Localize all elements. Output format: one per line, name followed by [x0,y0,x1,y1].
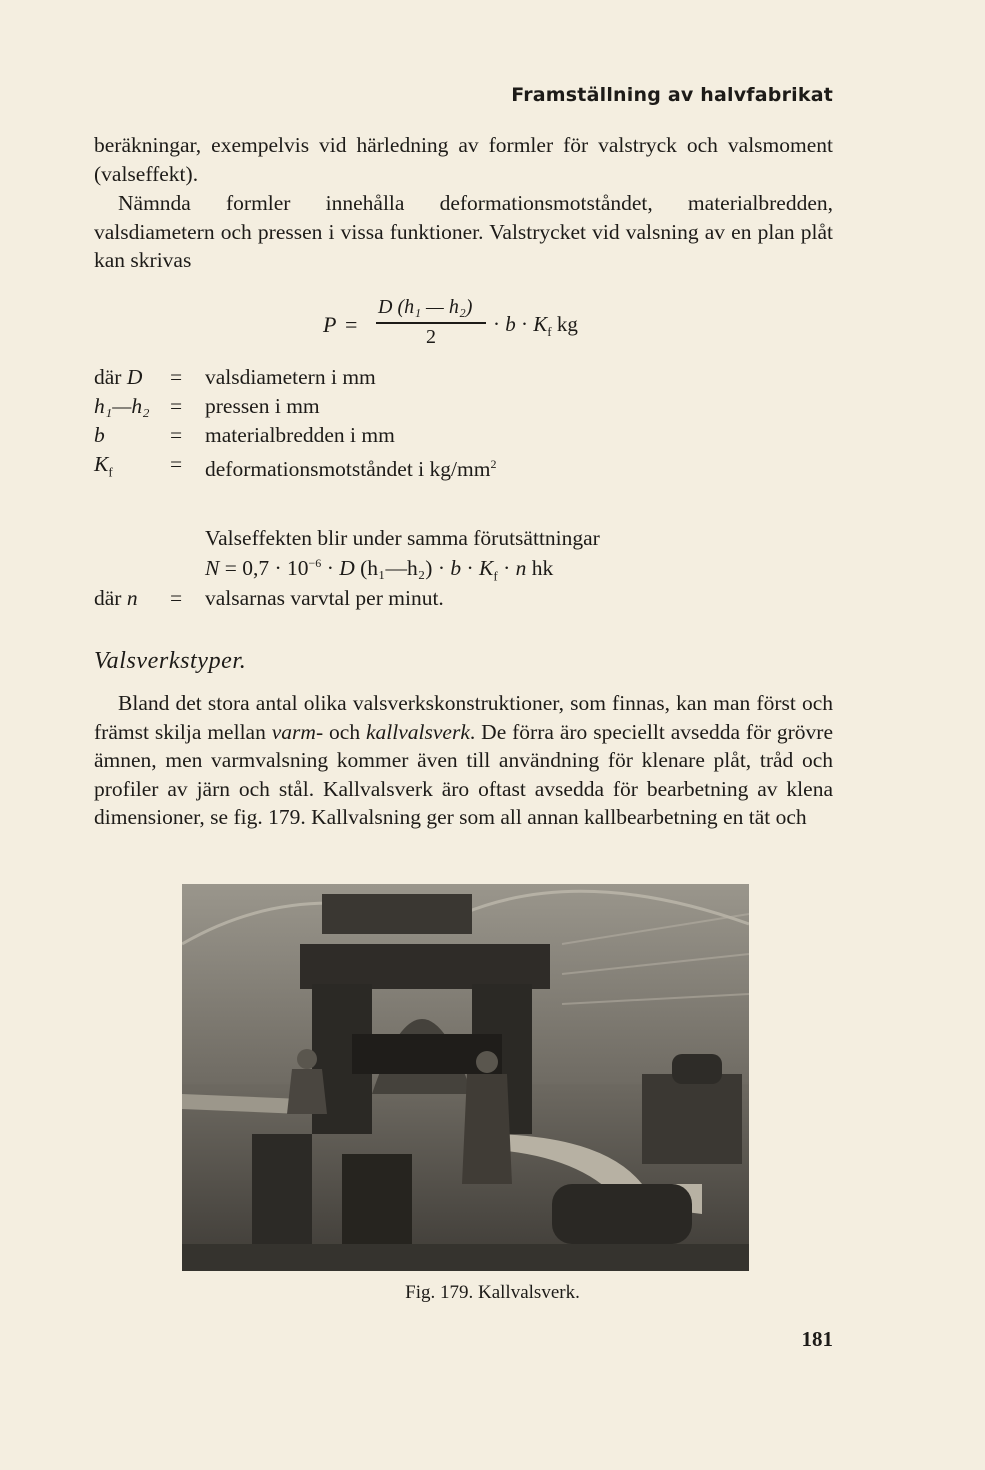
paragraph-1: beräkningar, exempelvis vid härledning av formler för valstryck och valsmoment (valseffekt). [94,133,833,186]
section-heading: Valsverkstyper. [94,648,247,674]
definition-row: där D = valsdiametern i mm [94,365,376,389]
paragraph-3: Bland det stora antal olika valsverkskonstruktioner, som finnas, kan man först och främst skilja mellan varm- och kallvalsverk. De förra äro speciellt avsedda för grövre ämnen, men varmvalsning kommer även till användning för klenare plåt, tråd och profiler av järn och stål. Kallvalsverk äro oftast avsedda för bearbetning av klena dimensioner, se fig. 179. Kallvalsning ger som all annan kallbearbetning en tät och [94,691,834,830]
definition-n: där n = valsarnas varvtal per minut. [94,586,444,610]
formula-valstryck [323,296,643,356]
formula-valseffekt: $N = 0,7 \cdot 10^{-6} \cdot D$ (h₁—h₂) · $b \cdot K_f \cdot n$ hk [205,556,554,584]
formula-tail: · $b \cdot K_f$ kg [493,312,578,340]
formula-denominator: 2 [426,326,436,348]
definition-row: h₁—h₂ = pressen i mm [94,394,320,418]
definition-list [94,363,694,482]
paragraph-2: Nämnda formler innehålla deformationsmotståndet, materialbredden, valsdiametern och pressen i vissa funktioner. Valstrycket vid valsning av en plan plåt kan skrivas [94,191,833,273]
figure-photo-kallvalsverk [182,884,749,1271]
page-number: 181 [801,1327,833,1351]
formula-equals: = [345,312,358,337]
fraction-bar [376,322,486,324]
formula-numerator: D (h₁ — h₂) [378,296,473,318]
definition-row: $K_f$ = deformationsmotståndet i $kg/mm^2$ [94,452,497,482]
definition-row: b = materialbredden i mm [94,423,395,447]
valseffekt-intro: Valseffekten blir under samma förutsättningar [205,526,600,550]
formula-lhs: P [323,312,337,337]
running-header: Framställning av halvfabrikat [511,84,833,106]
figure-caption: Fig. 179. Kallvalsverk. [405,1282,580,1303]
